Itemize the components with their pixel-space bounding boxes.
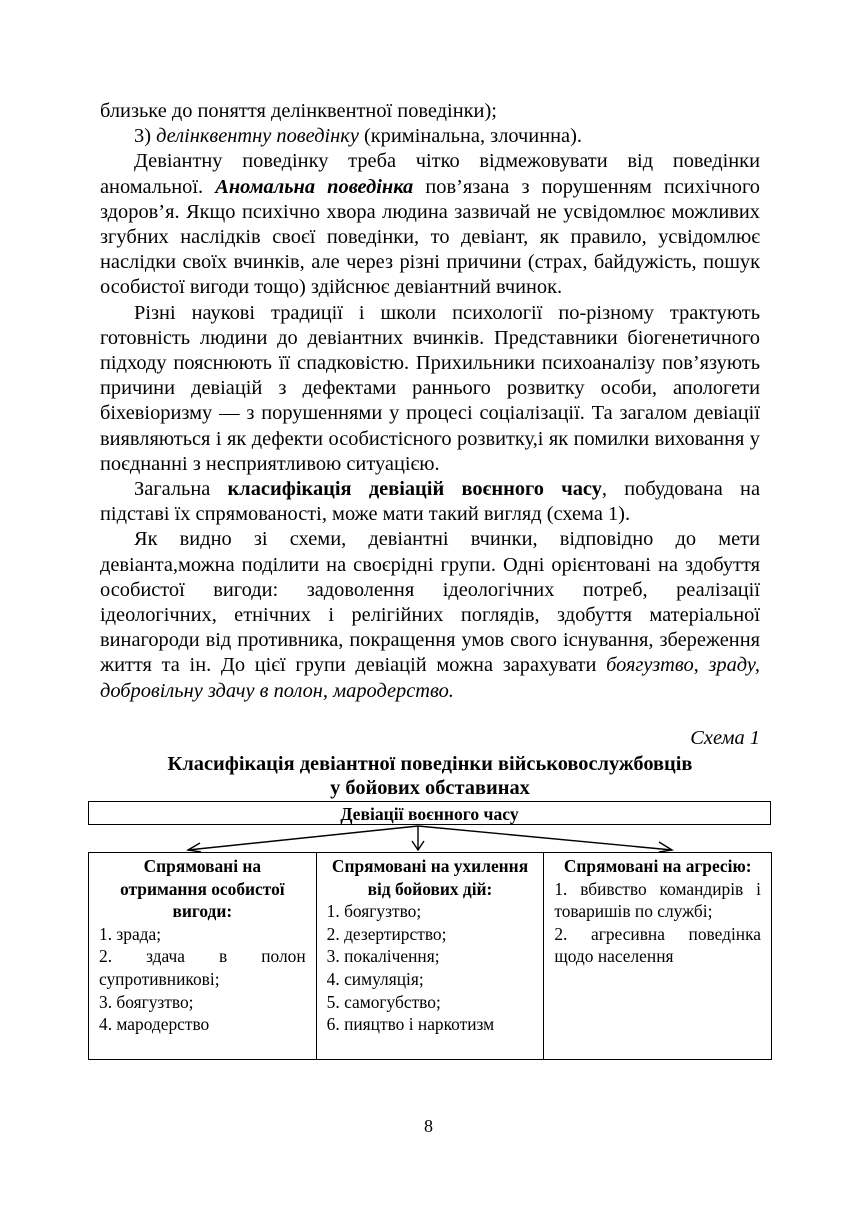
schema-title: Класифікація девіантної поведінки військовослужбовців у бойових обставинах: [167, 753, 693, 799]
column-evasion: [316, 853, 544, 1059]
list-item: 2. агресивна поведінка щодо населення: [554, 923, 762, 967]
paragraph-4: Різні наукові традиції і школи психології по-різному трактують готовність людини до девіантних вчинків. Представники біогенетичного підходу пояснюють її спадковістю. Прихильники психоаналізу пов’язують причини девіацій з дефектами раннього розвитку особи, апологети біхевіоризму — з порушеннями у процесі соціалізації. Та загалом девіації виявляються і як дефекти особистісного розвитку,і як помилки виховання у поєднанні з несприятливою ситуацією.: [100, 301, 760, 475]
list-item: 4. симуляція;: [326, 968, 424, 989]
paragraph-2: 3) делінквентну поведінку (кримінальна, злочинна).: [134, 125, 582, 148]
schema-arrows: [88, 825, 772, 853]
body-text: [100, 99, 760, 704]
arrow-left: [188, 826, 418, 850]
column-heading: Спрямовані на агресію:: [563, 856, 752, 876]
list-item: 3. боягузтво;: [99, 991, 194, 1012]
column-heading: Спрямовані на ухилення від бойових дій:: [331, 856, 529, 899]
arrow-left-head: [188, 843, 201, 852]
paragraph-1: близьке до поняття делінквентної поведінки);: [100, 100, 497, 122]
list-item: 2. здача в полон супротивникові;: [99, 946, 306, 989]
list-item: 5. самогубство;: [326, 991, 441, 1012]
column-aggression: [543, 853, 771, 1059]
list-item: 1. вбивство командирів і товаришів по службі;: [554, 878, 762, 922]
paragraph-5: Загальна класифікація девіацій воєнного часу, побудована на підставі їх спрямованості, може мати такий вигляд (схема 1).: [100, 478, 761, 526]
list-item: 6. пияцтво і наркотизм: [326, 1014, 495, 1035]
page-number: 8: [424, 1116, 433, 1136]
list-item: 4. мародерство: [99, 1014, 210, 1035]
paragraph-6: Як видно зі схеми, девіантні вчинки, відповідно до мети девіанта,можна поділити на своєрідні групи. Одні орієнтовані на здобуття особистої вигоди: задоволення ідеологічних потреб, реалізації ідеологічних, етнічних і релігійних поглядів, здобуття матеріальної винагороди від противника, покращення умов свого існування, збереження життя та ін. До цієї групи девіацій можна зарахувати боягузтво, зраду, добровільну здачу в полон, мародерство.: [100, 528, 760, 702]
list-item: 1. зрада;: [99, 923, 162, 944]
list-item: 1. боягузтво;: [326, 901, 422, 922]
arrow-right-head: [659, 842, 672, 852]
column-personal-gain: [89, 853, 316, 1059]
column-heading: Спрямовані на отримання особистої вигоди:: [120, 856, 285, 922]
paragraph-3: Девіантну поведінку треба чітко відмежовувати від поведінки аномальної. Аномальна поведінка пов’язана з порушенням психічного здоров’я. Якщо психічно хвора людина зазвичай не усвідомлює можливих згубних наслідків своєї поведінки, то девіант, як правило, усвідомлює наслідки своїх вчинків, але через різні причини (страх, байдужість, пошук особистої вигоди тощо) здійснює девіантний вчинок.: [100, 150, 760, 299]
schema-table: [88, 852, 772, 1060]
schema-top-box: Девіації воєнного часу: [88, 801, 771, 825]
list-item: 2. дезертирство;: [326, 923, 447, 944]
schema-label: Схема 1: [690, 727, 760, 749]
list-item: 3. покалічення;: [326, 946, 440, 967]
arrow-right: [418, 826, 672, 850]
